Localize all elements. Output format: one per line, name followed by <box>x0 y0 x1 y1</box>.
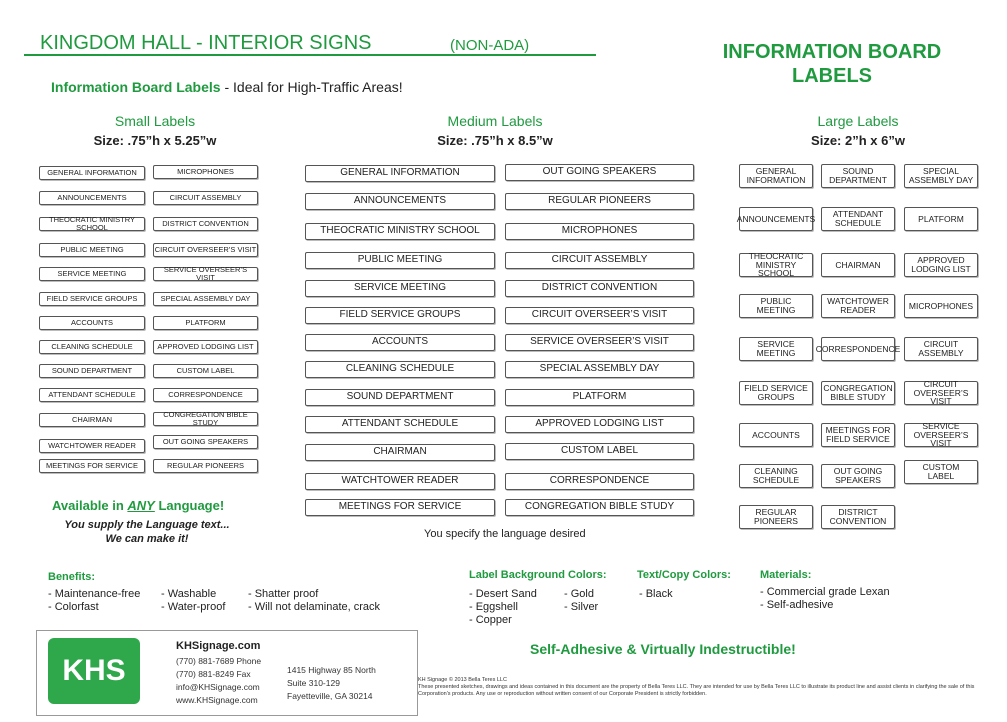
materials-heading: Materials: <box>760 569 812 581</box>
label-sample: WATCHTOWER READER <box>39 439 145 453</box>
label-sample: PUBLIC MEETING <box>739 294 813 318</box>
label-sample: THEOCRATIC MINISTRY SCHOOL <box>739 253 813 277</box>
label-sample: DISTRICT CONVENTION <box>505 280 694 297</box>
label-sample: SERVICE MEETING <box>39 267 145 281</box>
label-sample: GENERAL INFORMATION <box>739 164 813 188</box>
bg-color-item: - Silver <box>564 601 599 613</box>
text-color-item: - Black <box>639 588 673 600</box>
bg-color-item: - Desert Sand <box>469 588 537 600</box>
small-heading: Small Labels <box>114 113 196 129</box>
subtitle-bold: Information Board Labels <box>51 79 221 95</box>
label-sample: CIRCUIT OVERSEER’S VISIT <box>904 381 978 405</box>
supply-line-2: We can make it! <box>105 533 189 545</box>
label-sample: FIELD SERVICE GROUPS <box>739 381 813 405</box>
big-title-line-1: INFORMATION BOARD <box>722 41 942 63</box>
label-sample: ATTENDANT SCHEDULE <box>821 207 895 231</box>
label-sample: CONGREGATION BIBLE STUDY <box>821 381 895 405</box>
label-sample: CORRESPONDENCE <box>821 337 895 361</box>
label-sample: CLEANING SCHEDULE <box>739 464 813 488</box>
label-sample: PUBLIC MEETING <box>39 243 145 257</box>
label-sample: GENERAL INFORMATION <box>39 166 145 180</box>
disclaimer: These presented sketches, drawings and ideas contained in this document are the property of Bella Teres LLC. They are intended for use by Bella Teres LLC to illustrate its product line and assist clients in clarifying the sale of this Corporation's products. Any use or reproduction without written consent of our Corporate President is strictly forbidden. <box>418 684 975 697</box>
language-heading <box>52 498 224 513</box>
benefit-item: - Will not delaminate, crack <box>248 601 381 613</box>
label-sample: CLEANING SCHEDULE <box>39 340 145 354</box>
label-sample: OUT GOING SPEAKERS <box>505 164 694 181</box>
benefits-col-1 <box>48 588 140 614</box>
label-sample: CIRCUIT ASSEMBLY <box>904 337 978 361</box>
text-colors-heading: Text/Copy Colors: <box>637 569 731 581</box>
legal-text <box>418 677 986 698</box>
benefits-col-2 <box>161 588 225 614</box>
phone: (770) 881-7689 Phone <box>176 656 262 666</box>
label-sample: OUT GOING SPEAKERS <box>153 435 258 449</box>
material-item: - Commercial grade Lexan <box>760 586 890 598</box>
label-sample: CORRESPONDENCE <box>153 388 258 402</box>
address-line: 1415 Highway 85 North <box>287 665 376 675</box>
big-title <box>700 40 964 88</box>
label-sample: SPECIAL ASSEMBLY DAY <box>904 164 978 188</box>
language-any: ANY <box>127 498 155 513</box>
label-sample: CUSTOM LABEL <box>505 443 694 460</box>
benefit-item: - Shatter proof <box>248 588 319 600</box>
benefit-item: - Maintenance-free <box>48 588 141 600</box>
label-sample: MICROPHONES <box>505 223 694 240</box>
label-sample: PUBLIC MEETING <box>305 252 495 269</box>
address <box>287 664 376 703</box>
label-sample: ATTENDANT SCHEDULE <box>39 388 145 402</box>
label-sample: CIRCUIT OVERSEER’S VISIT <box>153 243 258 257</box>
fax: (770) 881-8249 Fax <box>176 669 251 679</box>
large-size: Size: 2”h x 6”w <box>811 133 905 148</box>
text-colors-list <box>639 588 673 601</box>
label-sample: THEOCRATIC MINISTRY SCHOOL <box>39 217 145 231</box>
address-line: Suite 310-129 <box>287 678 340 688</box>
label-sample: ATTENDANT SCHEDULE <box>305 416 495 433</box>
label-sample: DISTRICT CONVENTION <box>821 505 895 529</box>
medium-heading: Medium Labels <box>447 113 543 129</box>
materials-list <box>760 586 890 612</box>
label-sample: CHAIRMAN <box>305 444 495 461</box>
language-post: Language! <box>154 498 225 513</box>
label-sample: CORRESPONDENCE <box>505 473 694 490</box>
label-sample: CONGREGATION BIBLE STUDY <box>505 499 694 516</box>
label-sample: CLEANING SCHEDULE <box>305 361 495 378</box>
label-sample: SOUND DEPARTMENT <box>305 389 495 406</box>
benefit-item: - Colorfast <box>48 601 99 613</box>
large-heading: Large Labels <box>817 113 899 129</box>
label-sample: MICROPHONES <box>904 294 978 318</box>
label-sample: CHAIRMAN <box>821 253 895 277</box>
label-sample: MEETINGS FOR FIELD SERVICE <box>821 423 895 447</box>
label-sample: SERVICE MEETING <box>739 337 813 361</box>
label-sample: REGULAR PIONEERS <box>739 505 813 529</box>
label-sample: SOUND DEPARTMENT <box>821 164 895 188</box>
label-sample: SPECIAL ASSEMBLY DAY <box>505 361 694 378</box>
label-sample: APPROVED LODGING LIST <box>904 253 978 277</box>
label-sample: REGULAR PIONEERS <box>505 193 694 210</box>
subtitle-rest: - Ideal for High-Traffic Areas! <box>220 79 403 95</box>
label-sample: GENERAL INFORMATION <box>305 165 495 182</box>
label-sample: PLATFORM <box>904 207 978 231</box>
label-sample: CUSTOM LABEL <box>904 460 978 484</box>
supply-line-1: You supply the Language text... <box>64 519 230 531</box>
language-specify: You specify the language desired <box>424 528 586 540</box>
label-sample: MEETINGS FOR SERVICE <box>305 499 495 516</box>
khs-logo: KHS <box>48 638 140 704</box>
subtitle <box>51 79 403 95</box>
label-sample: SERVICE MEETING <box>305 280 495 297</box>
language-pre: Available in <box>52 498 128 513</box>
small-size: Size: .75”h x 5.25”w <box>93 133 217 148</box>
benefit-item: - Water-proof <box>161 601 226 613</box>
label-sample: PLATFORM <box>153 316 258 330</box>
bg-colors-col-2 <box>564 588 598 614</box>
label-sample: MICROPHONES <box>153 165 258 179</box>
tagline: Self-Adhesive & Virtually Indestructible! <box>530 641 796 657</box>
big-title-line-2: LABELS <box>792 65 872 87</box>
language-supply <box>52 518 242 546</box>
label-sample: PLATFORM <box>505 389 694 406</box>
label-sample: MEETINGS FOR SERVICE <box>39 459 145 473</box>
benefits-col-3 <box>248 588 380 614</box>
label-sample: CHAIRMAN <box>39 413 145 427</box>
label-sample: ACCOUNTS <box>39 316 145 330</box>
label-sample: ANNOUNCEMENTS <box>739 207 813 231</box>
label-sample: WATCHTOWER READER <box>305 473 495 490</box>
label-sample: SOUND DEPARTMENT <box>39 364 145 378</box>
label-sample: APPROVED LODGING LIST <box>505 416 694 433</box>
bg-color-item: - Eggshell <box>469 601 518 613</box>
contact-details <box>176 655 261 707</box>
address-line: Fayetteville, GA 30214 <box>287 691 373 701</box>
header-underline <box>24 54 596 56</box>
page-title: KINGDOM HALL - INTERIOR SIGNS <box>40 32 372 54</box>
benefits-heading: Benefits: <box>48 571 96 583</box>
non-ada-note: (NON-ADA) <box>450 37 530 54</box>
label-sample: SPECIAL ASSEMBLY DAY <box>153 292 258 306</box>
bg-color-item: - Copper <box>469 614 512 626</box>
label-sample: THEOCRATIC MINISTRY SCHOOL <box>305 223 495 240</box>
company-site: KHSignage.com <box>176 640 261 652</box>
bg-colors-heading: Label Background Colors: <box>469 569 607 581</box>
label-sample: FIELD SERVICE GROUPS <box>39 292 145 306</box>
label-sample: CONGREGATION BIBLE STUDY <box>153 412 258 426</box>
label-sample: SERVICE OVERSEER’S VISIT <box>505 334 694 351</box>
label-sample: CIRCUIT OVERSEER’S VISIT <box>505 307 694 324</box>
label-sample: SERVICE OVERSEER’S VISIT <box>153 267 258 281</box>
bg-colors-col-1 <box>469 588 537 627</box>
label-sample: REGULAR PIONEERS <box>153 459 258 473</box>
label-sample: DISTRICT CONVENTION <box>153 217 258 231</box>
email: info@KHSignage.com <box>176 682 260 692</box>
website: www.KHSignage.com <box>176 695 258 705</box>
label-sample: SERVICE OVERSEER’S VISIT <box>904 423 978 447</box>
label-sample: ACCOUNTS <box>739 423 813 447</box>
label-sample: CIRCUIT ASSEMBLY <box>505 252 694 269</box>
copyright: KH Signage © 2013 Bella Teres LLC <box>418 677 507 683</box>
benefit-item: - Washable <box>161 588 217 600</box>
label-sample: OUT GOING SPEAKERS <box>821 464 895 488</box>
label-sample: CIRCUIT ASSEMBLY <box>153 191 258 205</box>
label-sample: ANNOUNCEMENTS <box>39 191 145 205</box>
label-sample: ACCOUNTS <box>305 334 495 351</box>
label-sample: CUSTOM LABEL <box>153 364 258 378</box>
medium-size: Size: .75”h x 8.5”w <box>437 133 553 148</box>
label-sample: FIELD SERVICE GROUPS <box>305 307 495 324</box>
material-item: - Self-adhesive <box>760 599 834 611</box>
label-sample: ANNOUNCEMENTS <box>305 193 495 210</box>
label-sample: APPROVED LODGING LIST <box>153 340 258 354</box>
bg-color-item: - Gold <box>564 588 594 600</box>
label-sample: WATCHTOWER READER <box>821 294 895 318</box>
